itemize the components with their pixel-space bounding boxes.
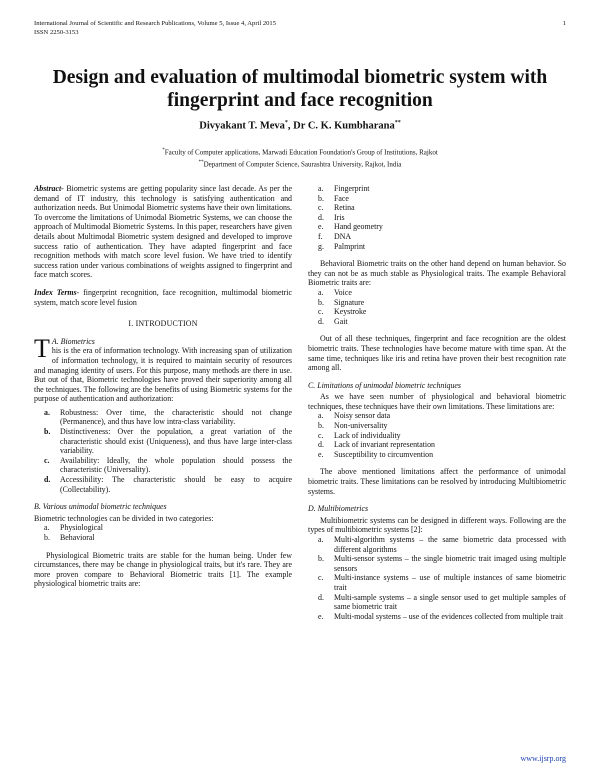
- affiliation-2-mark: **: [198, 159, 204, 165]
- behavioral-trait-text: Keystroke: [334, 307, 367, 317]
- physiological-trait-marker: b.: [318, 193, 324, 203]
- behavioral-trait-marker: c.: [318, 307, 324, 317]
- limitation-text: Noisy sensor data: [334, 411, 391, 421]
- categories-intro: Biometric technologies can be divided in two categories:: [34, 513, 214, 523]
- behavioral-paragraph: Behavioral Biometric traits on the other hand depend on human behavior. So they can not be as much stable as Physiological traits. The example Behavioral Biometric traits are:: [308, 259, 566, 288]
- multibiometric-type-marker: c.: [318, 573, 324, 583]
- physiological-paragraph: Physiological Biometric traits are stable for the human being. Under few circumstances, there may be change in physiological traits, but it's rare. They are more proven compare to Behavioral Biometric traits [1]. The example physiological biometric traits are:: [34, 550, 292, 589]
- benefit-item: [34, 456, 292, 475]
- benefit-text: Availability: Ideally, the whole population should possess the characteristic (Universality).: [60, 455, 292, 475]
- multibiometric-types-list: [308, 535, 566, 621]
- multibiometric-type-item: [308, 573, 566, 592]
- category-item: [34, 533, 292, 543]
- behavioral-trait-text: Gait: [334, 316, 348, 326]
- oldest-traits-paragraph: Out of all these techniques, fingerprint and face recognition are the oldest biometric traits. These technologies have become mature with time span. At the same time, techniques like iris and retina have proven their best recognition rate among all.: [308, 334, 566, 373]
- abstract: [34, 184, 292, 280]
- limitation-marker: b.: [318, 421, 324, 431]
- physiological-trait-marker: e.: [318, 222, 324, 232]
- behavioral-trait-item: [308, 317, 566, 327]
- behavioral-trait-text: Voice: [334, 287, 352, 297]
- category-marker: a.: [44, 523, 50, 533]
- journal-name: International Journal of Scientific and Research Publications, Volume 5, Issue 4, April 2015: [34, 20, 277, 27]
- limitation-item: [308, 411, 566, 421]
- benefits-list: [34, 408, 292, 494]
- affiliation-1: [20, 146, 580, 158]
- physiological-trait-text: Iris: [334, 212, 345, 222]
- physiological-trait-marker: c.: [318, 203, 324, 213]
- physiological-trait-item: [308, 213, 566, 223]
- benefit-marker: d.: [44, 475, 51, 485]
- physiological-trait-item: [308, 194, 566, 204]
- subsection-b-heading: B. Various unimodal biometric techniques: [34, 502, 167, 512]
- physiological-trait-item: [308, 184, 566, 194]
- multibiometric-type-marker: a.: [318, 535, 324, 544]
- multibiometric-type-item: [308, 535, 566, 554]
- limitations-paragraph: As we have seen number of physiological and behavioral biometric techniques, these techniques have their own limitations. These limitations are:: [308, 392, 566, 411]
- physiological-trait-text: Face: [334, 193, 349, 203]
- above-limitations-paragraph: The above mentioned limitations affect the performance of unimodal biometric traits. These limitations can be resolved by introducing Multibiometric systems.: [308, 467, 566, 496]
- physiological-trait-marker: g.: [318, 241, 324, 251]
- authors: [20, 120, 580, 132]
- category-marker: b.: [44, 533, 50, 542]
- benefit-marker: c.: [44, 455, 50, 465]
- subsection-d-heading: D. Multibiometrics: [308, 504, 369, 514]
- affiliations: [20, 146, 580, 170]
- benefit-item: [34, 408, 292, 427]
- multibiometric-type-text: Multi-modal systems – use of the evidences collected from multiple trait: [334, 611, 564, 621]
- multibiometric-type-marker: b.: [318, 554, 324, 564]
- multibiometric-type-marker: d.: [318, 592, 324, 602]
- limitation-item: [308, 431, 566, 441]
- subsection-c-heading: C. Limitations of unimodal biometric techniques: [308, 380, 461, 390]
- behavioral-traits-list: [308, 288, 566, 326]
- running-header: [34, 20, 566, 37]
- benefit-item: [34, 475, 292, 494]
- physiological-traits-list: [308, 184, 566, 251]
- author-separator: ,: [287, 120, 294, 132]
- multibiometric-type-item: [308, 593, 566, 612]
- limitation-text: Lack of invariant representation: [334, 440, 435, 450]
- physiological-trait-item: [308, 242, 566, 252]
- benefit-text: Accessibility: The characteristic should be easy to acquire (Collectability).: [60, 475, 292, 494]
- limitation-text: Non-universality: [334, 421, 388, 431]
- behavioral-trait-text: Signature: [334, 297, 365, 307]
- affiliation-2: [20, 158, 580, 170]
- category-item: [34, 523, 292, 533]
- physiological-trait-text: DNA: [334, 231, 352, 241]
- abstract-text: Biometric systems are getting popularity since last decade. As per the demand of IT industry, this technology is satisfying authentication and authorization needs. But Unimodal Biometric systems have their own limitations. To overcome the limitations of Unimodal Biometric Systems, we can choose the approach of Multimodal Biometric Systems. In this paper, researchers have given details about Multimodal Biometric system designed and developed to improve success ratio of authentication. They have adapted fingerprint and face recognition methods with match score level fusion. We have tried to identify success ration under various combinations of weights assigned to fingerprint and face match scores.: [34, 184, 292, 280]
- limitation-item: [308, 450, 566, 460]
- physiological-trait-marker: f.: [318, 231, 323, 241]
- limitation-marker: c.: [318, 430, 324, 440]
- multibiometric-type-marker: e.: [318, 611, 324, 621]
- behavioral-trait-item: [308, 298, 566, 308]
- physiological-trait-text: Hand geometry: [334, 222, 383, 232]
- behavioral-trait-marker: d.: [318, 316, 324, 326]
- benefit-text: Distinctiveness: Over the population, a great variation of the characteristic should exist (Uniqueness), and thus have large inter-class variability.: [60, 427, 292, 456]
- affiliation-2-text: Department of Computer Science, Saurashtra University, Rajkot, India: [203, 160, 402, 169]
- journal-url-link[interactable]: www.ijsrp.org: [520, 754, 566, 763]
- physiological-trait-item: [308, 232, 566, 242]
- limitations-list: [308, 411, 566, 459]
- limitation-item: [308, 440, 566, 450]
- drop-cap: T: [34, 333, 50, 363]
- limitation-text: Susceptibility to circumvention: [334, 449, 434, 459]
- benefit-marker: a.: [44, 407, 50, 417]
- affiliation-1-mark: *: [162, 148, 165, 153]
- benefit-text: Robustness: Over time, the characteristic should not change (Permanence), and thus have low intra-class variability.: [60, 407, 292, 427]
- behavioral-trait-item: [308, 307, 566, 317]
- category-text: Behavioral: [60, 533, 95, 542]
- categories-list: [34, 523, 292, 542]
- multibiometric-type-text: Multi-sensor systems – the single biometric trait imaged using multiple sensors: [334, 554, 566, 573]
- intro-paragraph-1-text: his is the era of information technology. With increasing span of utilization of information technology, it is required to maintain security of resources and managing identity of users. For this purpose, many methods are there in use. But out of that, Biometric technologies have proved their superiority among all the techniques. The following are the benefits of using Biometric systems for the purpose of authentication and authorization:: [34, 346, 292, 404]
- abstract-label: Abstract-: [34, 184, 64, 193]
- limitation-text: Lack of individuality: [334, 430, 401, 440]
- left-column: [34, 184, 292, 597]
- physiological-trait-marker: d.: [318, 212, 324, 222]
- index-terms: [34, 288, 292, 307]
- section-heading-introduction: I. INTRODUCTION: [128, 319, 198, 329]
- multibiometric-type-text: Multi-sample systems – a single sensor used to get multiple samples of same biometric trait: [334, 592, 566, 612]
- paper-title: Design and evaluation of multimodal biometric system with fingerprint and face recognition: [52, 67, 548, 111]
- behavioral-trait-item: [308, 288, 566, 298]
- affiliation-1-text: Faculty of Computer applications, Marwadi Education Foundation's Group of Institutions, Rajkot: [164, 148, 438, 157]
- behavioral-trait-marker: b.: [318, 297, 324, 307]
- multibiometric-type-item: [308, 612, 566, 622]
- limitation-marker: d.: [318, 440, 324, 450]
- index-terms-label: Index Terms-: [34, 287, 80, 297]
- physiological-trait-text: Fingerprint: [334, 184, 370, 193]
- page-number: 1: [562, 20, 566, 27]
- physiological-trait-item: [308, 222, 566, 232]
- author-2: Dr C. K. Kumbharana: [293, 120, 395, 132]
- limitation-marker: e.: [318, 449, 324, 459]
- benefit-item: [34, 427, 292, 456]
- author-1-mark: *: [284, 120, 288, 126]
- physiological-trait-item: [308, 203, 566, 213]
- multibiometrics-paragraph: Multibiometric systems can be designed in different ways. Following are the types of multibiometric systems [2]:: [308, 515, 566, 535]
- multibiometric-type-item: [308, 554, 566, 573]
- index-terms-text: fingerprint recognition, face recognition, multimodal biometric system, match score level fusion: [34, 287, 292, 307]
- limitation-marker: a.: [318, 411, 324, 421]
- multibiometric-type-text: Multi-algorithm systems – the same biometric data processed with different algorithms: [334, 535, 566, 554]
- physiological-trait-marker: a.: [318, 184, 324, 193]
- right-column: [308, 184, 566, 629]
- limitation-item: [308, 421, 566, 431]
- subsection-a-heading: A. Biometrics: [51, 336, 95, 346]
- multibiometric-type-text: Multi-instance systems – use of multiple instances of same biometric trait: [334, 573, 566, 592]
- physiological-trait-text: Retina: [334, 203, 355, 213]
- intro-paragraph-1: [34, 333, 292, 404]
- author-1: Divyakant T. Meva: [199, 120, 285, 132]
- behavioral-trait-marker: a.: [318, 287, 324, 297]
- author-2-mark: **: [394, 120, 401, 126]
- benefit-marker: b.: [44, 427, 51, 437]
- issn: ISSN 2250-3153: [34, 28, 79, 36]
- physiological-trait-text: Palmprint: [334, 241, 366, 251]
- category-text: Physiological: [60, 523, 103, 533]
